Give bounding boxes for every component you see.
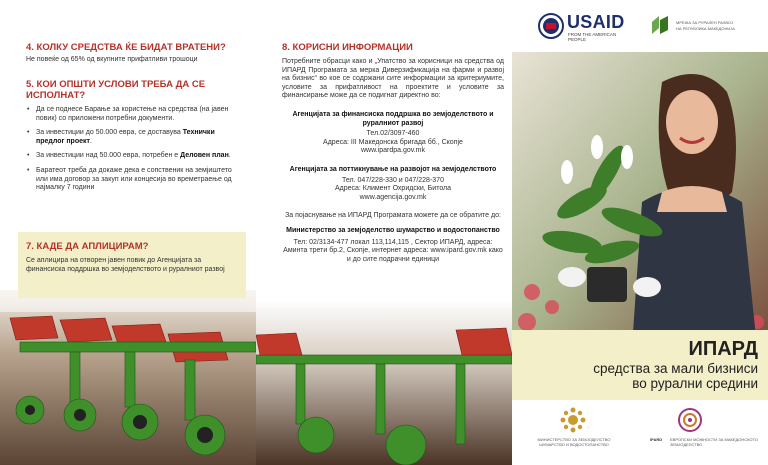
rural-network-logo bbox=[650, 14, 760, 40]
planter-machine-image bbox=[0, 290, 256, 465]
list-item bbox=[26, 167, 241, 193]
section-5 bbox=[26, 79, 241, 199]
list-item-text: За инвестиции до 50.000 евра, се доставува bbox=[36, 129, 183, 137]
section-8-title: 8. КОРИСНИ ИНФОРМАЦИИ bbox=[282, 42, 413, 53]
clarification-note: За појаснување на ИПАРД Програмата можете да се обратите до: bbox=[285, 212, 501, 220]
ipard-label: IPARD bbox=[650, 437, 663, 442]
section-8 bbox=[282, 42, 504, 264]
section-4-title: 4. КОЛКУ СРЕДСТВА ЌЕ БИДАТ ВРАТЕНИ? bbox=[26, 42, 226, 53]
ministry-contact: Тел: 02/3134-477 локал 113,114,115 , Сектор ИПАРД, адреса: Аминта трети бр.2, Скопје, интернет адреса: www.ipard.gov.mk како и до сите подрачни единици bbox=[283, 238, 503, 263]
ministry-sun-icon bbox=[560, 407, 586, 433]
list-item-text: За инвестиции над 50.000 евра, потребен е bbox=[36, 152, 181, 160]
section-5-title: 5. КОИ ОПШТИ УСЛОВИ ТРЕБА ДА СЕ ИСПОЛНАТ? bbox=[26, 79, 206, 101]
ministry-label: МИНИСТЕРСТВО ЗА ЗЕМЈОДЕЛСТВО ШУМАРСТВО И ВОДОСТОПАНСТВО bbox=[537, 437, 611, 447]
list-item-text: Баратеот треба да докаже дека е сопственик на земјиштето или има договор за закуп или концесија во времетраење од најмалку 7 години bbox=[36, 166, 232, 192]
usaid-tagline: FROM THE AMERICAN PEOPLE bbox=[568, 32, 617, 42]
agency-1-phone: Тел.02/3097-460 bbox=[366, 130, 420, 138]
agency-2-address: Адреса: Климент Охридски, Битола bbox=[334, 185, 452, 193]
cover-title: ИПАРД bbox=[688, 338, 758, 360]
usaid-wordmark: USAID bbox=[567, 12, 625, 32]
field-background-image bbox=[256, 300, 512, 465]
agency-1-website[interactable]: www.ipardpa.gov.mk bbox=[360, 147, 426, 155]
list-item-bold: Технички предлог проект bbox=[36, 129, 215, 145]
list-item-text: Да се поднесе Барање за користење на средства (на јавен повик) со приложени потребни документи. bbox=[36, 106, 229, 122]
section-4 bbox=[26, 42, 246, 65]
usaid-logo bbox=[538, 12, 634, 42]
section-7-text: Се аплицира на отворен јавен повик до Агенцијата за финансиска поддршка во земјоделството и руралниот развој bbox=[26, 257, 225, 273]
rural-network-line-2: НА РЕПУБЛИКА МАКЕДОНИЈА bbox=[676, 26, 735, 31]
list-item bbox=[26, 152, 241, 161]
agency-2-name: Агенцијата за поттикнување на развојот на земјоделството bbox=[289, 165, 497, 173]
rural-network-line-1: МРЕЖА ЗА РУРАЛЕН РАЗВОЈ bbox=[676, 20, 733, 25]
section-8-intro: Потребните обрасци како и „Упатство за корисници на средства од ИПАРД Програмата за мерка Диверзификација на фарми и развој на бизнис“ во кое се содржани сите информации за критериумите, условите за прифатливост на проектите и условите за финансирање може да се подигнат директно во: bbox=[282, 58, 504, 100]
conditions-list bbox=[26, 106, 241, 193]
woman-with-plant-photo bbox=[512, 52, 768, 347]
leaf-icon bbox=[650, 14, 670, 36]
panel-middle bbox=[256, 0, 512, 465]
agency-2-website[interactable]: www.agencija.gov.mk bbox=[359, 193, 427, 201]
ministry-name: Министерство за земјоделство шумарство и водостопанство bbox=[286, 226, 500, 234]
list-item bbox=[26, 106, 241, 123]
list-item-bold: Деловен план bbox=[180, 152, 229, 160]
section-7-box bbox=[18, 232, 246, 298]
list-item bbox=[26, 129, 241, 146]
partner-logos bbox=[512, 405, 768, 465]
cover-subtitle-2: во рурални средини bbox=[632, 376, 758, 391]
ipard-swirl-icon bbox=[677, 407, 703, 433]
ipard-tagline: ЕВРОПСКИ МОЖНОСТИ ЗА МАКЕДОНСКОТО ЗЕМЈОДЕЛСТВО bbox=[670, 437, 758, 447]
usaid-seal-icon bbox=[538, 13, 564, 39]
list-item-text: . bbox=[228, 152, 231, 160]
agency-2-phone: Тел. 047/228-330 и 047/228-370 bbox=[342, 176, 444, 184]
section-7-title: 7. КАДЕ ДА АПЛИЦИРАМ? bbox=[26, 241, 149, 252]
agency-1-address: Адреса: III Македонска бригада бб., Скопје bbox=[323, 138, 463, 146]
section-4-text: Не повеќе од 65% од вкупните прифатливи трошоци bbox=[26, 56, 198, 63]
cover-subtitle-1: средства за мали бизниси bbox=[593, 361, 758, 376]
agency-1-name: Агенцијата за финансиска поддршка во земјоделството и руралниот развој bbox=[292, 110, 494, 127]
panel-left bbox=[0, 0, 256, 465]
list-item-text: . bbox=[89, 137, 92, 145]
